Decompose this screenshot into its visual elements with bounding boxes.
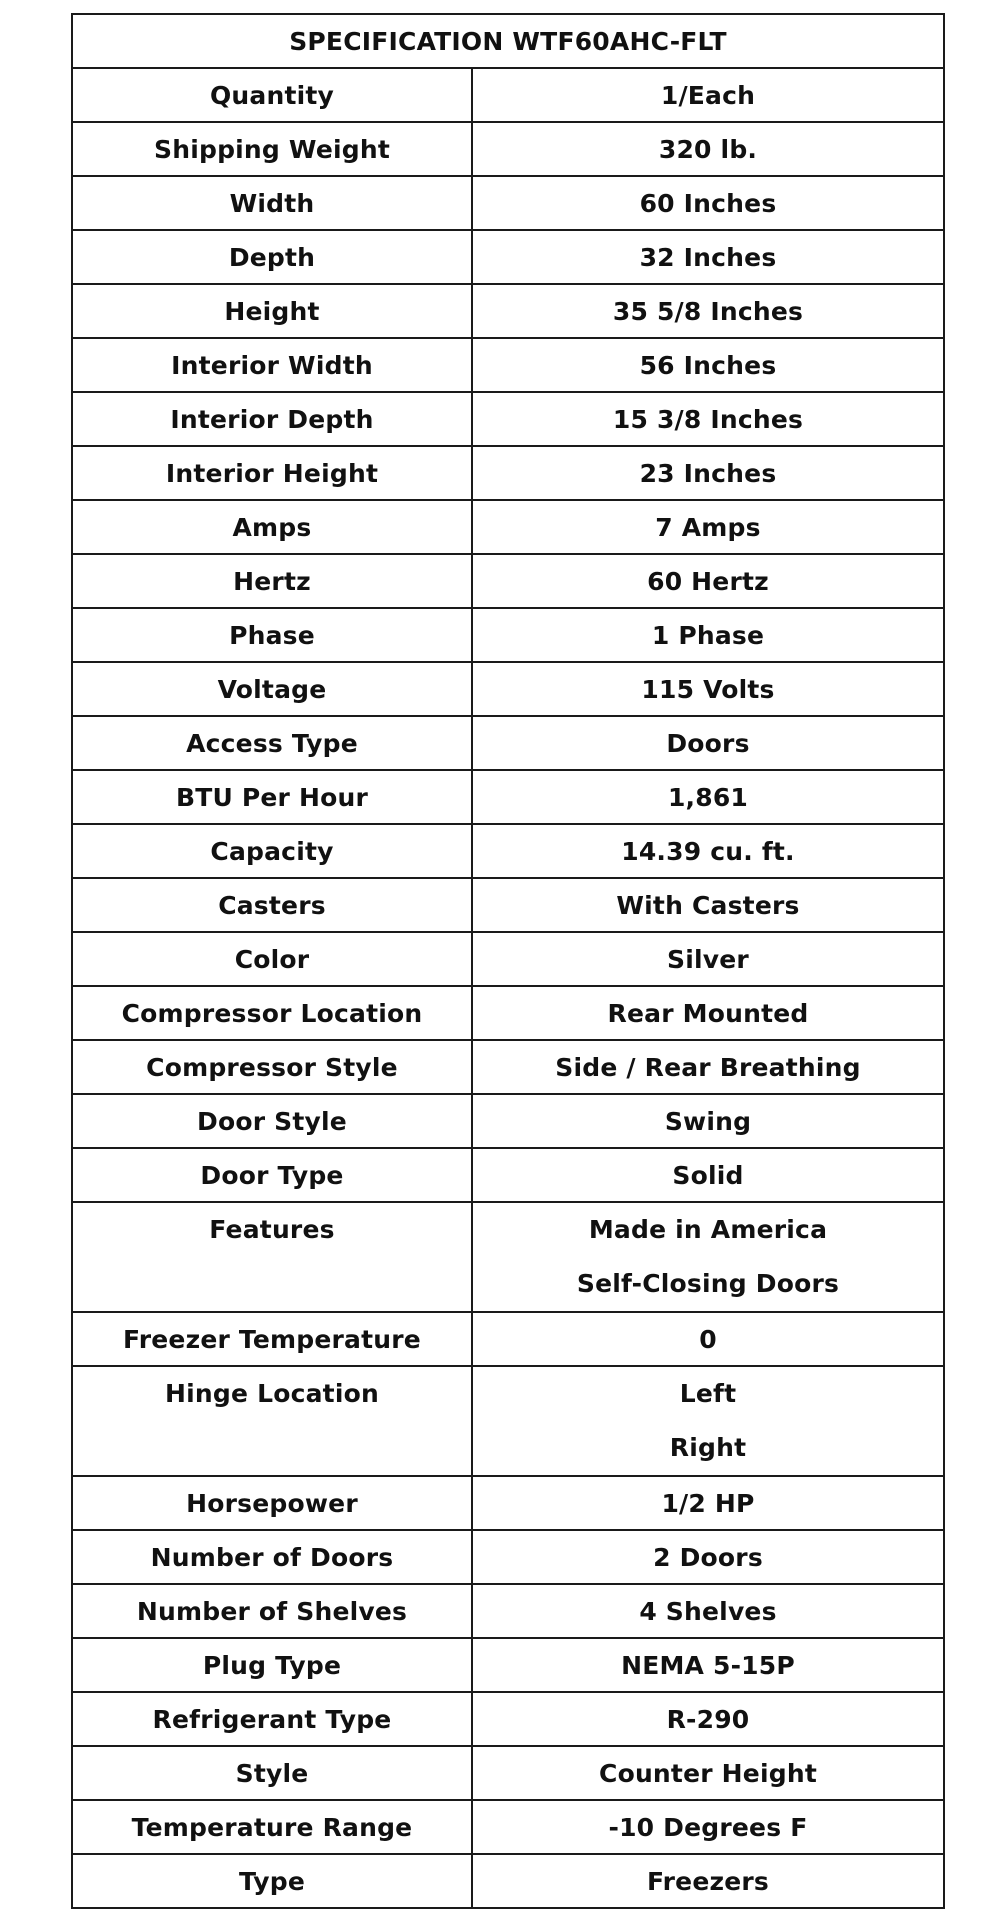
specification-table [71,13,945,1909]
spec-value [472,1202,944,1312]
spec-label: Type [72,1854,472,1908]
spec-label: Capacity [72,824,472,878]
spec-label: Number of Doors [72,1530,472,1584]
table-row [72,1638,944,1692]
spec-label: Door Type [72,1148,472,1202]
spec-value: 60 Inches [472,176,944,230]
spec-value: 115 Volts [472,662,944,716]
spec-label: Phase [72,608,472,662]
spec-value-line: Made in America [588,1215,828,1244]
table-row [72,176,944,230]
spec-value: Freezers [472,1854,944,1908]
spec-value: 1/Each [472,68,944,122]
table-row [72,716,944,770]
spec-label: Interior Depth [72,392,472,446]
spec-label: Color [72,932,472,986]
spec-value: 1/2 HP [472,1476,944,1530]
spec-label-text: Hinge Location [165,1379,379,1408]
table-row [72,1476,944,1530]
spec-value: 4 Shelves [472,1584,944,1638]
spec-label: Casters [72,878,472,932]
table-row [72,554,944,608]
spec-label: Horsepower [72,1476,472,1530]
spec-value: 320 lb. [472,122,944,176]
spec-label: Compressor Style [72,1040,472,1094]
table-row [72,1584,944,1638]
table-row [72,1312,944,1366]
table-row [72,986,944,1040]
spec-value-line: Left [679,1379,737,1408]
table-row [72,68,944,122]
spec-value: Rear Mounted [472,986,944,1040]
spec-value: 1 Phase [472,608,944,662]
table-row [72,1530,944,1584]
spec-label: Interior Width [72,338,472,392]
spec-value: 2 Doors [472,1530,944,1584]
spec-label: Compressor Location [72,986,472,1040]
spec-label: Refrigerant Type [72,1692,472,1746]
spec-value: -10 Degrees F [472,1800,944,1854]
spec-label: Interior Height [72,446,472,500]
table-header-row [72,14,944,68]
table-row [72,878,944,932]
spec-label: Plug Type [72,1638,472,1692]
spec-value: 60 Hertz [472,554,944,608]
table-row [72,1202,944,1312]
spec-value [472,1366,944,1476]
table-row [72,230,944,284]
spec-value: 32 Inches [472,230,944,284]
spec-label: Amps [72,500,472,554]
spec-label: Shipping Weight [72,122,472,176]
spec-label: Hertz [72,554,472,608]
spec-label: Door Style [72,1094,472,1148]
table-row [72,392,944,446]
spec-value: With Casters [472,878,944,932]
spec-value: Counter Height [472,1746,944,1800]
spec-value: Swing [472,1094,944,1148]
spec-value: 35 5/8 Inches [472,284,944,338]
spec-label [72,1366,472,1476]
table-row [72,122,944,176]
spec-value: Doors [472,716,944,770]
table-row [72,662,944,716]
table-row [72,1854,944,1908]
spec-value: NEMA 5-15P [472,1638,944,1692]
spec-label: Freezer Temperature [72,1312,472,1366]
spec-label: Number of Shelves [72,1584,472,1638]
spec-value: Side / Rear Breathing [472,1040,944,1094]
spec-value: Silver [472,932,944,986]
spec-label: Height [72,284,472,338]
table-row [72,1040,944,1094]
spec-label: Voltage [72,662,472,716]
table-row [72,1094,944,1148]
table-row [72,1148,944,1202]
spec-label: Access Type [72,716,472,770]
table-row [72,824,944,878]
spec-label: Temperature Range [72,1800,472,1854]
spec-value: R-290 [472,1692,944,1746]
table-row [72,1800,944,1854]
spec-value-line: Right [669,1433,747,1462]
spec-value: 14.39 cu. ft. [472,824,944,878]
spec-label: Quantity [72,68,472,122]
table-row [72,338,944,392]
spec-value: 15 3/8 Inches [472,392,944,446]
spec-value: 7 Amps [472,500,944,554]
spec-value: 1,861 [472,770,944,824]
spec-value: 23 Inches [472,446,944,500]
table-row [72,1692,944,1746]
spec-value: Solid [472,1148,944,1202]
spec-label [72,1202,472,1312]
table-title: SPECIFICATION WTF60AHC-FLT [72,14,944,68]
table-row [72,1746,944,1800]
spec-label: Width [72,176,472,230]
spec-value: 0 [472,1312,944,1366]
spec-value: 56 Inches [472,338,944,392]
spec-label: Depth [72,230,472,284]
table-row [72,446,944,500]
spec-label: Style [72,1746,472,1800]
spec-label: BTU Per Hour [72,770,472,824]
table-row [72,1366,944,1476]
table-row [72,932,944,986]
table-body [72,68,944,1908]
table-row [72,770,944,824]
table-row [72,608,944,662]
table-row [72,284,944,338]
spec-label-text: Features [209,1215,335,1244]
spec-value-line: Self-Closing Doors [576,1269,840,1298]
table-row [72,500,944,554]
